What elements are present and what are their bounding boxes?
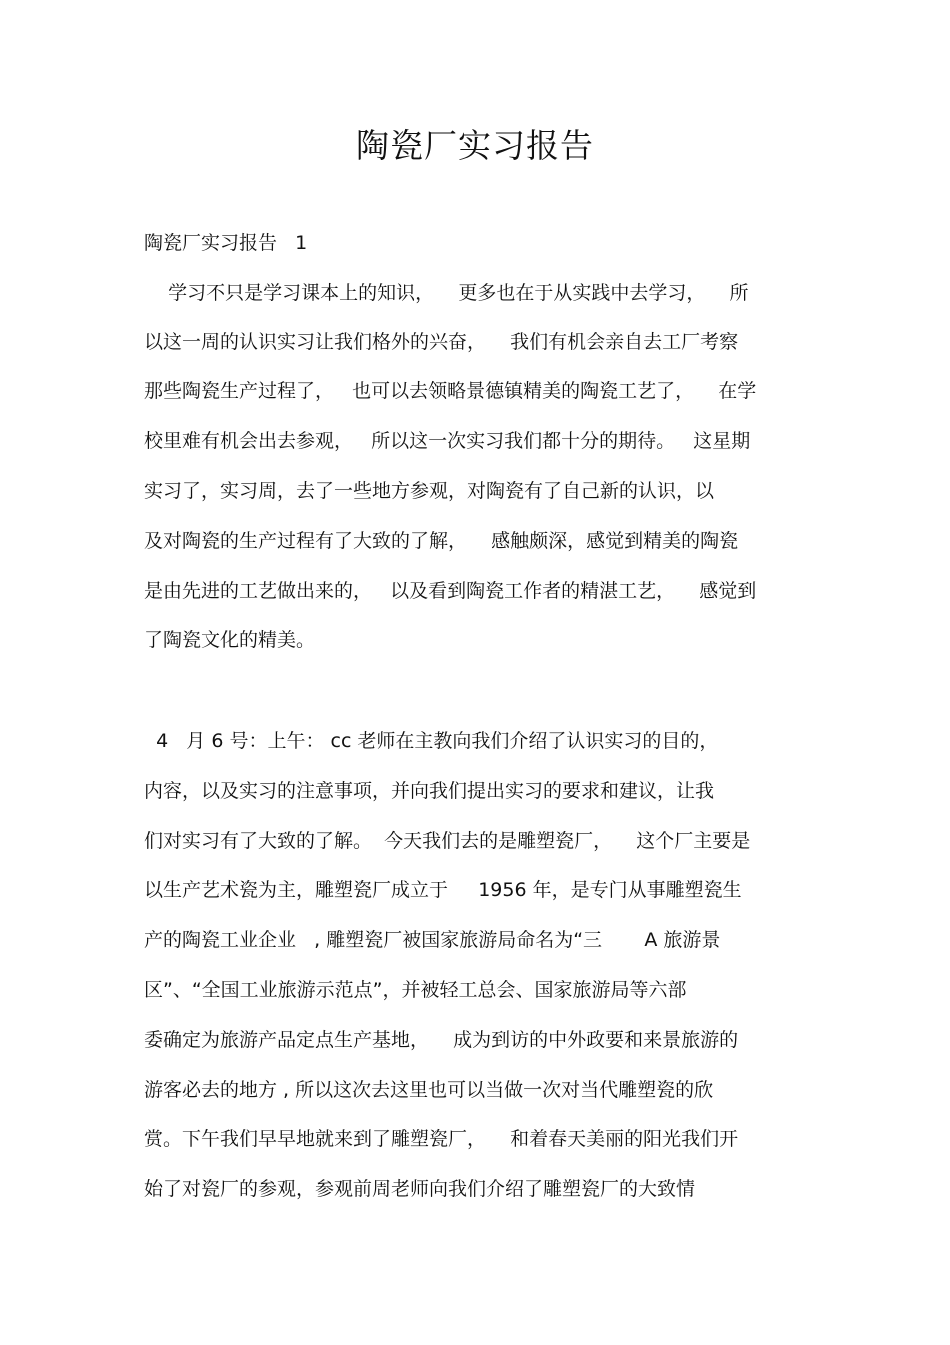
paragraph-2-line-10: 始了对瓷厂的参观，参观前周老师向我们介绍了雕塑瓷厂的大致情 xyxy=(144,1178,696,1200)
paragraph-1-line-7: 是由先进的工艺做出来的， 以及看到陶瓷工作者的精湛工艺， 感觉到 xyxy=(144,580,757,602)
paragraph-2-line-2: 内容，以及实习的注意事项，并向我们提出实习的要求和建议，让我 xyxy=(144,780,715,802)
paragraph-2-line-5: 产的陶瓷工业企业 , 雕塑瓷厂被国家旅游局命名为“三 A 旅游景 xyxy=(144,929,721,951)
paragraph-1-line-5: 实习了，实习周，去了一些地方参观，对陶瓷有了自己新的认识，以 xyxy=(144,480,715,502)
paragraph-2-line-8: 游客必去的地方 , 所以这次去这里也可以当做一次对当代雕塑瓷的欣 xyxy=(144,1079,714,1101)
paragraph-2-line-6: 区”、“全国工业旅游示范点”，并被轻工总会、国家旅游局等六部 xyxy=(144,979,687,1001)
paragraph-2-line-4: 以生产艺术瓷为主，雕塑瓷厂成立于 1956 年，是专门从事雕塑瓷生 xyxy=(144,879,742,901)
paragraph-2-line-1: 4 月 6 号：上午： cc 老师在主教向我们介绍了认识实习的目的， xyxy=(144,730,719,752)
paragraph-1-line-1: 学习不只是学习课本上的知识， 更多也在于从实践中去学习， 所 xyxy=(144,282,749,304)
paragraph-2-line-3: 们对实习有了大致的了解。 今天我们去的是雕塑瓷厂， 这个厂主要是 xyxy=(144,830,751,852)
paragraph-2-line-7: 委确定为旅游产品定点生产基地， 成为到访的中外政要和来景旅游的 xyxy=(144,1029,739,1051)
document-title: 陶瓷厂实习报告 xyxy=(356,126,594,165)
paragraph-1-line-3: 那些陶瓷生产过程了， 也可以去领略景德镇精美的陶瓷工艺了， 在学 xyxy=(144,380,757,402)
paragraph-1-line-4: 校里难有机会出去参观， 所以这一次实习我们都十分的期待。 这星期 xyxy=(144,430,751,452)
paragraph-1-line-2: 以这一周的认识实习让我们格外的兴奋， 我们有机会亲自去工厂考察 xyxy=(144,331,739,353)
paragraph-1-line-8: 了陶瓷文化的精美。 xyxy=(144,629,316,651)
paragraph-2-line-9: 赏。下午我们早早地就来到了雕塑瓷厂， 和着春天美丽的阳光我们开 xyxy=(144,1128,739,1150)
section-heading: 陶瓷厂实习报告 1 xyxy=(144,232,308,254)
paragraph-1-line-6: 及对陶瓷的生产过程有了大致的了解， 感触颇深，感觉到精美的陶瓷 xyxy=(144,530,739,552)
